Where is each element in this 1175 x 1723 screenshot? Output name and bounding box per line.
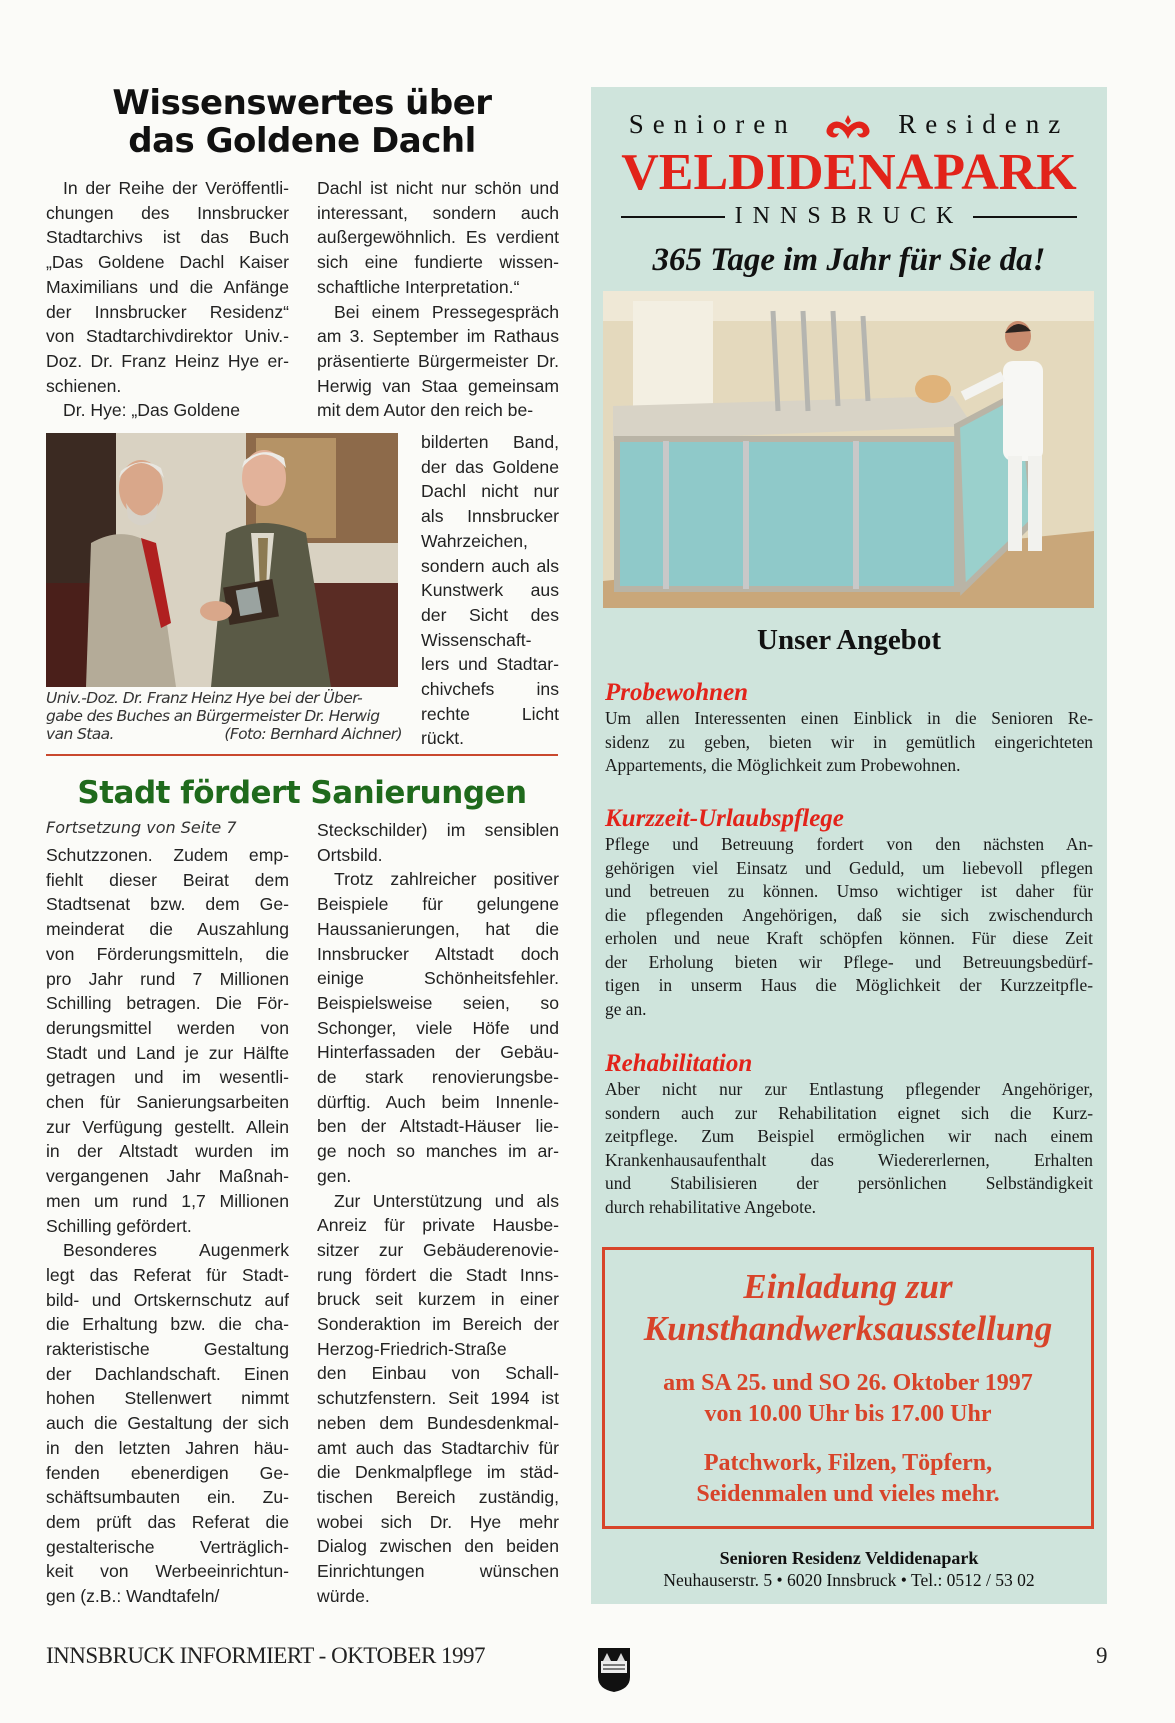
innsbruck-crest-icon	[597, 1647, 631, 1693]
text-line: Haussanierungen, hat die	[317, 918, 559, 939]
offer-kurzzeitpflege	[605, 805, 1093, 1021]
brand-residenz: Residenz	[898, 109, 1070, 139]
text-line: keit von Werbeeinrichtun-	[46, 1561, 289, 1582]
text-line: Dachl nicht nur	[421, 481, 559, 502]
text-line: bruck seit kurzem in einer	[317, 1289, 559, 1310]
text-line: erholen und neue Kraft schöpfen können. Für diese Zeit	[605, 928, 1093, 948]
text-line: Aber nicht nur zur Entlastung pflegender Angehöriger,	[605, 1079, 1093, 1099]
continuation-note: Fortsetzung von Seite 7	[46, 818, 237, 837]
offer-heading: Kurzzeit-Urlaubspflege	[605, 805, 844, 832]
handover-photo	[46, 433, 398, 687]
text-line: Schonger, viele Höfe und	[317, 1017, 559, 1038]
text-line: außergewöhnlich. Es verdient	[317, 227, 559, 248]
text-line: Dr. Hye: „Das Goldene	[63, 400, 240, 421]
text-line: amt auch das Stadtarchiv für	[317, 1437, 559, 1458]
publication-footer: INNSBRUCK INFORMIERT - OKTOBER 1997	[46, 1643, 486, 1668]
text-line: dürftig. Auch beim Innenle-	[317, 1091, 559, 1112]
article1-column1	[46, 176, 289, 423]
offer-title: Unser Angebot	[757, 624, 941, 656]
text-line: meinderat die Auszahlung	[46, 919, 289, 940]
invitation-time: von 10.00 Uhr bis 17.00 Uhr	[704, 1401, 992, 1427]
text-line: die Erhaltung bzw. die cha-	[46, 1314, 289, 1335]
text-line: derungsmittel werden von	[46, 1017, 289, 1038]
text-line: Steckschilder) im sensiblen	[317, 820, 559, 840]
text-line: der Sicht des	[421, 604, 559, 625]
ad-contact	[591, 1547, 1107, 1591]
text-line: Herzog-Friedrich-Straße	[317, 1338, 507, 1359]
text-line: Stadtarchivs ist das Buch	[46, 227, 289, 248]
text-line: Pflege und Betreuung fordert von den nächsten An-	[605, 834, 1093, 854]
text-line: ge an.	[605, 998, 647, 1019]
text-line: dem prüft das Referat die	[46, 1511, 289, 1532]
text-line: sondern auch als	[421, 555, 559, 576]
text-line: chen für Sanierungsarbeiten	[46, 1092, 289, 1113]
text-line: und betreuen zu können. Umso wichtiger ist daher für	[605, 881, 1093, 901]
text-line: gen.	[317, 1165, 352, 1186]
text-line: Innsbrucker Altstadt doch	[317, 943, 559, 964]
text-line: rakteristische Gestaltung	[46, 1339, 289, 1360]
text-line: schutzfenstern. Seit 1994 ist	[317, 1388, 559, 1409]
invitation-title: Einladung zur	[743, 1267, 953, 1306]
text-line: der Innsbrucker Residenz“	[46, 301, 289, 322]
caption-line: van Staa.	[46, 725, 114, 743]
invitation-box	[602, 1247, 1094, 1529]
text-line: Stadtsenat bzw. dem Ge-	[46, 894, 289, 915]
text-line: als Innsbrucker	[421, 506, 559, 527]
text-line: wobei sich Dr. Hye mehr	[317, 1511, 559, 1532]
section-divider	[46, 754, 558, 756]
offer-body	[605, 707, 1093, 778]
text-line: Zur Unterstützung und als	[334, 1190, 559, 1211]
text-line: bilderten Band,	[421, 432, 559, 452]
title-line: das Goldene Dachl	[128, 121, 476, 161]
text-line: schaftliche Interpretation.“	[317, 276, 520, 297]
text-line: Trotz zahlreicher positiver	[334, 869, 559, 890]
text-line: Schilling betragen. Die För-	[46, 993, 289, 1014]
text-line: lers und Stadtar-	[421, 654, 559, 675]
offer-rehabilitation	[605, 1050, 1093, 1219]
text-line: chungen des Innsbrucker	[46, 202, 289, 223]
text-line: Dialog zwischen den beiden	[317, 1536, 559, 1557]
text-line: gen (z.B.: Wandtafeln/	[46, 1586, 220, 1607]
text-line: in den letzten Jahren häu-	[46, 1437, 289, 1458]
brand-senioren: Senioren	[628, 109, 797, 139]
brand-line	[591, 109, 1107, 141]
text-line: In der Reihe der Veröffentli-	[63, 178, 289, 198]
text-line: de stark renovierungsbe-	[317, 1067, 559, 1088]
tagline: 365 Tage im Jahr für Sie da!	[652, 242, 1046, 278]
offer-probewohnen	[605, 679, 1093, 778]
text-line: Anreiz für private Hausbe-	[317, 1215, 559, 1236]
text-line: sitzer zur Gebäuderenovie-	[317, 1239, 559, 1260]
text-line: Stadt und Land je zur Hälfte	[46, 1042, 289, 1063]
text-line: rückt.	[421, 728, 465, 749]
text-line: Wahrzeichen,	[421, 530, 528, 551]
text-line: Krankenhausaufenthalt das Wiedererlernen, Erhalten	[605, 1149, 1093, 1170]
offer-body	[605, 833, 1093, 1021]
text-line: einige Schönheitsfehler.	[317, 968, 559, 989]
text-line: sidenz zu geben, bieten wir in gemütlich eingerichteten	[605, 731, 1093, 752]
text-line: ben der Altstadt-Häuser lie-	[317, 1116, 559, 1137]
contact-address: Neuhauserstr. 5 • 6020 Innsbruck • Tel.: 0512 / 53 02	[663, 1570, 1035, 1590]
text-line: Ortsbild.	[317, 844, 383, 865]
text-line: in der Altstadt wurden im	[46, 1141, 289, 1162]
invitation-items: Patchwork, Filzen, Töpfern,	[703, 1450, 993, 1476]
text-line: mit dem Autor den reich be-	[317, 400, 534, 421]
text-line: Maximilians und die Anfänge	[46, 276, 289, 297]
text-line: Kunstwerk aus	[421, 580, 559, 601]
article2-column2	[317, 818, 559, 1609]
offer-heading: Rehabilitation	[605, 1050, 753, 1077]
text-line: vergangenen Jahr Maßnah-	[46, 1166, 289, 1187]
divider-line	[621, 216, 725, 218]
text-line: Sonderaktion im Bereich der	[317, 1314, 559, 1335]
text-line: fenden ebenerdigen Ge-	[46, 1462, 289, 1483]
contact-name: Senioren Residenz Veldidenapark	[719, 1548, 979, 1568]
text-line: fiehlt dieser Beirat dem	[46, 869, 289, 890]
invitation-date: am SA 25. und SO 26. Oktober 1997	[663, 1370, 1033, 1396]
text-line: gehörigen viel Einsatz und Geduld, um liebevoll pflegen	[605, 857, 1093, 878]
text-line: der Dachlandschaft. Einen	[46, 1363, 289, 1384]
text-line: rung fördert die Stadt Inns-	[317, 1264, 559, 1285]
text-line: Beispiele für gelungene	[317, 894, 559, 915]
divider-line	[973, 216, 1077, 218]
offer-body	[605, 1078, 1093, 1219]
text-line: der das Goldene	[421, 456, 559, 477]
text-line: gestalterische Verträglich-	[46, 1536, 289, 1557]
article1-column2	[317, 176, 559, 423]
photo-credit: (Foto: Bernhard Aichner)	[224, 725, 402, 743]
text-line: ge noch so manches im ar-	[317, 1141, 559, 1162]
text-line: Beispielsweise seien, so	[317, 992, 559, 1013]
caption-line: Univ.-Doz. Dr. Franz Heinz Hye bei der Über-	[46, 689, 363, 707]
photo-caption	[46, 689, 402, 743]
invitation-items: Seidenmalen und vieles mehr.	[696, 1481, 1000, 1507]
article2-column1	[46, 843, 289, 1609]
text-line: den Einbau von Schall-	[317, 1363, 559, 1384]
brand-name: VELDIDENAPARK	[621, 144, 1077, 201]
text-line: zeitpflege. Zum Beispiel ermöglichen wir nach einem	[605, 1126, 1093, 1146]
text-line: schäftsumbauten ein. Zu-	[46, 1487, 289, 1508]
article1-column3	[421, 430, 559, 751]
caption-line: gabe des Buches an Bürgermeister Dr. Herwig	[46, 707, 380, 725]
text-line: rechte Licht	[421, 703, 559, 724]
text-line: bild- und Ortskernschutz auf	[46, 1289, 289, 1310]
text-line: die pflegenden Angehörigen, daß sie sich zwischendurch	[605, 904, 1093, 925]
text-line: präsentierte Bürgermeister Dr.	[317, 350, 559, 371]
text-line: sondern auch zur Rehabilitation eignet sich die Kurz-	[605, 1102, 1093, 1123]
text-line: von Förderungsmitteln, die	[46, 943, 289, 964]
text-line: Doz. Dr. Franz Heinz Hye er-	[46, 350, 289, 371]
text-line: Einrichtungen wünschen	[317, 1561, 559, 1582]
text-line: tischen Bereich zuständig,	[317, 1486, 559, 1507]
text-line: die Denkmalpflege im städ-	[317, 1462, 559, 1483]
text-line: chivchefs ins	[421, 679, 559, 700]
text-line: hohen Stellenwert nimmt	[46, 1388, 289, 1409]
text-line: legt das Referat für Stadt-	[46, 1264, 289, 1285]
text-line: der Erholung bieten wir Pflege- und Betreuungsbedürf-	[605, 951, 1093, 972]
text-line: „Das Goldene Dachl Kaiser	[46, 252, 289, 273]
text-line: sich eine fundierte wissen-	[317, 252, 559, 273]
article2-title: Stadt fördert Sanierungen	[77, 775, 527, 811]
text-line: tigen in unserm Haus die Möglichkeit der Kurzzeitpfle-	[605, 975, 1093, 995]
text-line: würde.	[317, 1585, 370, 1606]
text-line: auch die Gestaltung der sich	[46, 1413, 289, 1434]
text-line: neben dem Bundesdenkmal-	[317, 1412, 559, 1433]
brand-city: INNSBRUCK	[734, 203, 964, 229]
text-line: am 3. September im Rathaus	[317, 326, 559, 347]
text-line: Besonderes Augenmerk	[63, 1240, 289, 1261]
text-line: schienen.	[46, 375, 122, 396]
text-line: zur Verfügung gestellt. Allein	[46, 1116, 289, 1137]
therapy-pool-photo	[603, 291, 1094, 608]
advertisement-veldidenapark	[591, 87, 1107, 1604]
page-number: 9	[1096, 1643, 1108, 1668]
text-line: pro Jahr rund 7 Millionen	[46, 968, 289, 989]
text-line: getragen und im wesentli-	[46, 1067, 289, 1088]
ornament-icon	[817, 113, 879, 141]
title-line: Wissenswertes über	[112, 83, 492, 123]
text-line: men um rund 1,7 Millionen	[46, 1190, 289, 1211]
text-line: Schutzzonen. Zudem emp-	[46, 845, 289, 865]
text-line: interessant, sondern auch	[317, 202, 559, 223]
text-line: Hinterfassaden der Gebäu-	[317, 1042, 559, 1063]
text-line: Herwig van Staa gemeinsam	[317, 375, 559, 396]
offer-heading: Probewohnen	[605, 679, 749, 706]
text-line: Appartements, die Möglichkeit zum Probewohnen.	[605, 755, 961, 775]
text-line: Dachl ist nicht nur schön und	[317, 178, 559, 198]
text-line: Schilling gefördert.	[46, 1215, 192, 1236]
text-line: Wissenschaft-	[421, 629, 532, 650]
text-line: von Stadtarchivdirektor Univ.-	[46, 326, 289, 347]
text-line: durch rehabilitative Angebote.	[605, 1196, 817, 1217]
text-line: Um allen Interessenten einen Einblick in die Senioren Re-	[605, 708, 1093, 728]
article-title	[46, 84, 558, 160]
text-line: und Stabilisieren der persönlichen Selbständigkeit	[605, 1173, 1093, 1193]
brand-city-row	[621, 203, 1077, 230]
text-line: Bei einem Pressegespräch	[334, 301, 559, 322]
invitation-title: Kunsthandwerksausstellung	[643, 1309, 1053, 1348]
